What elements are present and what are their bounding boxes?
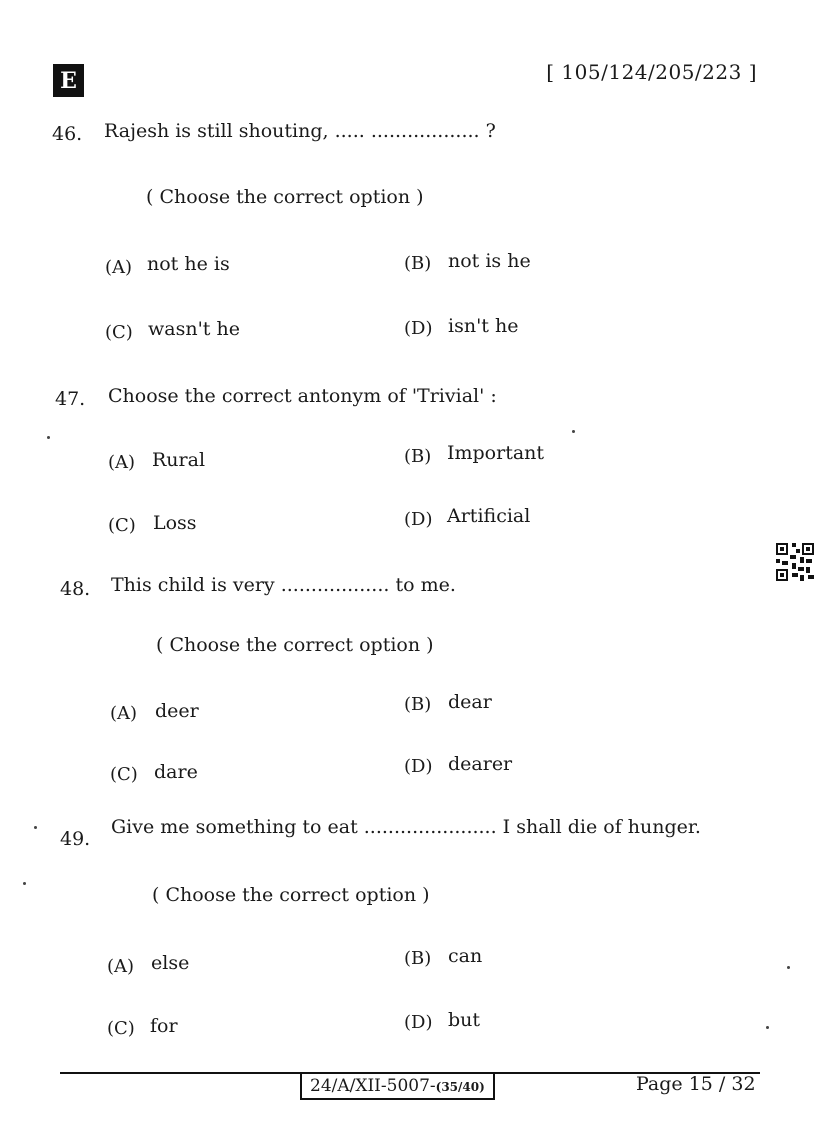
option-label: (C) xyxy=(105,322,133,343)
option-label: (D) xyxy=(404,509,433,530)
question-text: Rajesh is still shouting, ..... .................. ? xyxy=(104,120,496,142)
option-text: Rural xyxy=(152,449,206,471)
option-label: (D) xyxy=(404,318,433,339)
edition-badge: E xyxy=(53,64,84,97)
option-label: (A) xyxy=(105,257,133,278)
option-label: (D) xyxy=(404,1012,433,1033)
option-text: can xyxy=(448,945,483,967)
option-text: deer xyxy=(155,700,199,722)
question-instruction: ( Choose the correct option ) xyxy=(152,884,430,906)
question-number: 46. xyxy=(52,123,83,145)
question-instruction: ( Choose the correct option ) xyxy=(156,634,434,656)
option-text: else xyxy=(151,952,190,974)
footer-paper-code-main: 24/A/XII-5007- xyxy=(310,1076,436,1096)
option-text: not he is xyxy=(147,253,230,275)
option-text: Important xyxy=(447,442,545,464)
option-text: isn't he xyxy=(448,315,519,337)
scan-dot xyxy=(34,826,37,829)
question-text: Give me something to eat ...................... I shall die of hunger. xyxy=(111,816,701,838)
option-label: (B) xyxy=(404,253,432,274)
option-label: (B) xyxy=(404,948,432,969)
option-text: not is he xyxy=(448,250,531,272)
option-text: Loss xyxy=(153,512,197,534)
option-text: wasn't he xyxy=(148,318,240,340)
option-label: (D) xyxy=(404,756,433,777)
question-number: 47. xyxy=(55,388,86,410)
qr-code-icon xyxy=(776,543,814,581)
scan-dot xyxy=(572,430,575,433)
option-text: dear xyxy=(448,691,492,713)
option-label: (B) xyxy=(404,694,432,715)
option-text: but xyxy=(448,1009,481,1031)
footer-paper-code xyxy=(300,1072,495,1100)
scan-dot xyxy=(787,966,790,969)
question-instruction: ( Choose the correct option ) xyxy=(146,186,424,208)
question-text: This child is very .................. to me. xyxy=(111,574,456,596)
option-text: dare xyxy=(154,761,198,783)
option-label: (B) xyxy=(404,446,432,467)
question-text: Choose the correct antonym of 'Trivial' : xyxy=(108,385,497,407)
option-label: (A) xyxy=(110,703,138,724)
paper-code-header: [ 105/124/205/223 ] xyxy=(546,60,757,84)
scan-dot xyxy=(47,436,50,439)
option-label: (C) xyxy=(107,1018,135,1039)
question-number: 49. xyxy=(60,828,91,850)
option-label: (A) xyxy=(108,452,136,473)
footer-paper-code-set: (35/40) xyxy=(435,1080,485,1094)
option-text: Artificial xyxy=(447,505,531,527)
question-number: 48. xyxy=(60,578,91,600)
scan-dot xyxy=(766,1026,769,1029)
option-label: (C) xyxy=(108,515,136,536)
option-label: (A) xyxy=(107,956,135,977)
option-text: dearer xyxy=(448,753,513,775)
scan-dot xyxy=(23,882,26,885)
page-number: Page 15 / 32 xyxy=(636,1073,756,1095)
option-label: (C) xyxy=(110,764,138,785)
option-text: for xyxy=(150,1015,178,1037)
